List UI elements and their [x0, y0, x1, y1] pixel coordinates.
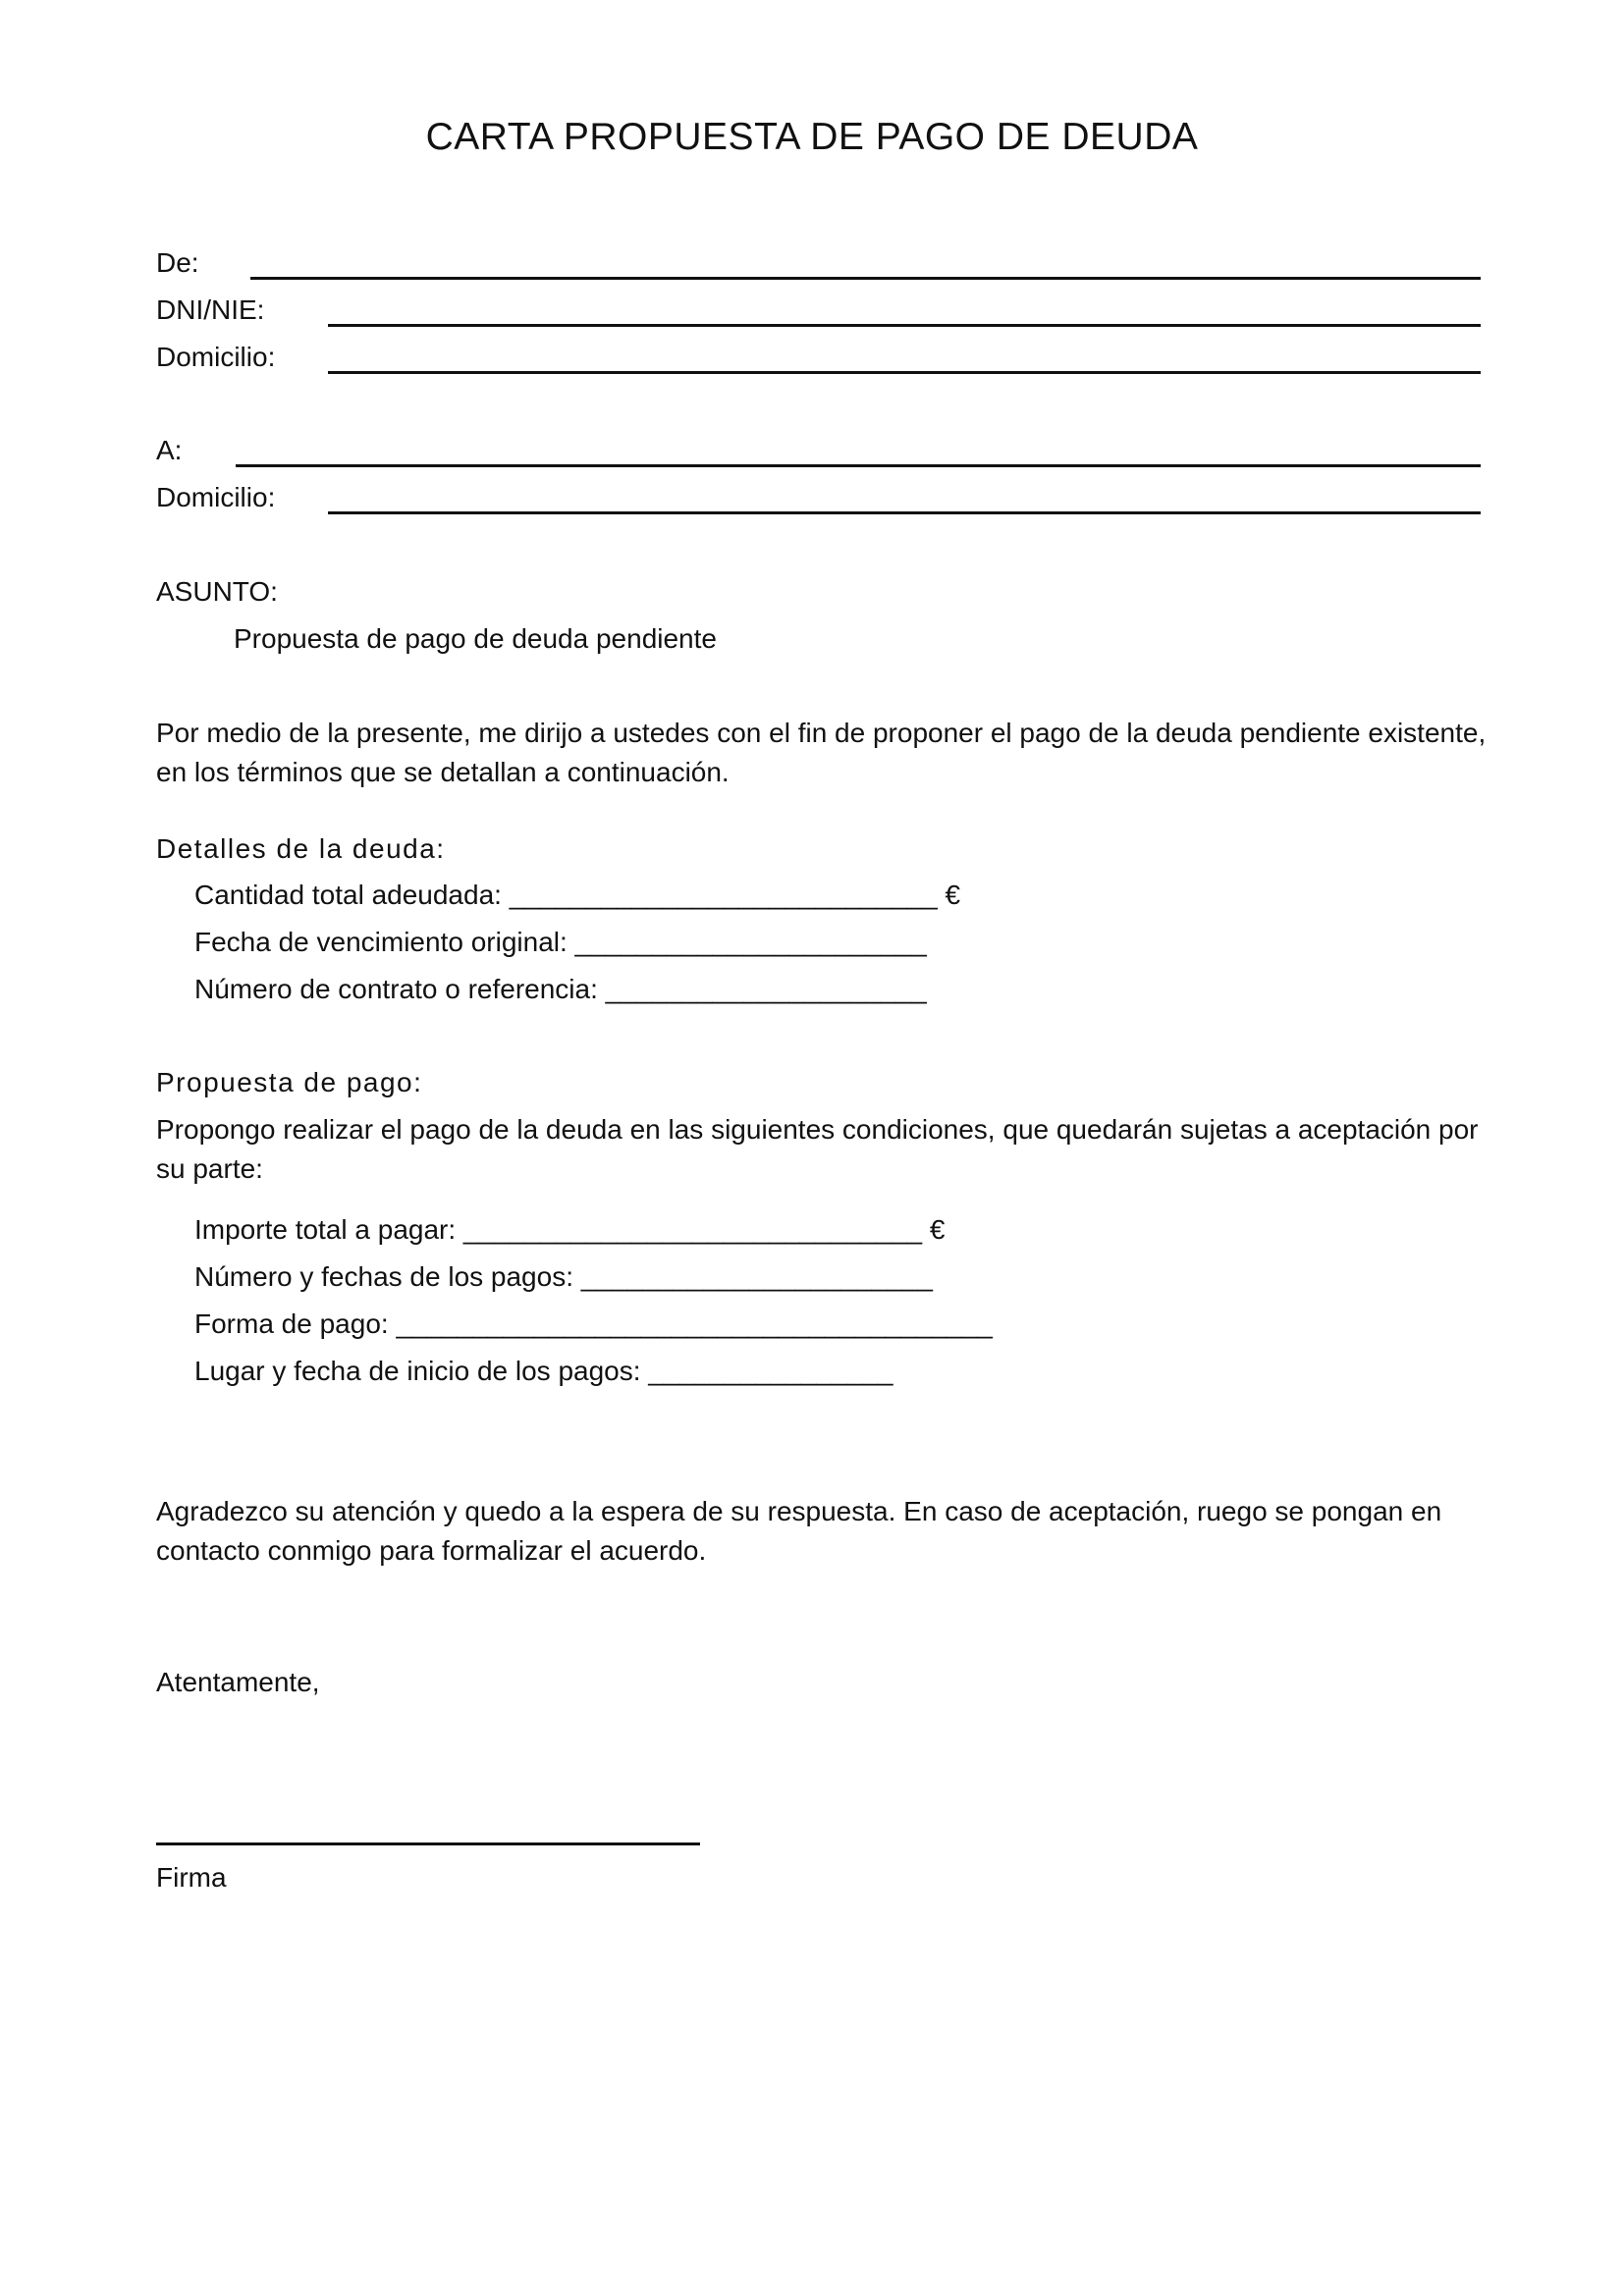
recipient-address-label: Domicilio:	[156, 482, 276, 512]
sender-address-field[interactable]	[328, 371, 1481, 374]
id-label: DNI/NIE:	[156, 294, 265, 325]
payment-number-dates-item: Número y fechas de los pagos: _______________________	[194, 1261, 933, 1292]
payment-method-item: Forma de pago: _______________________________________	[194, 1308, 993, 1339]
recipient-address-field[interactable]	[328, 511, 1481, 514]
debt-contract-reference-item: Número de contrato o referencia: _____________________	[194, 974, 927, 1004]
debt-due-date-item: Fecha de vencimiento original: _______________________	[194, 927, 927, 957]
debt-details-heading: Detalles de la deuda:	[156, 833, 446, 864]
subject-label: ASUNTO:	[156, 576, 278, 607]
subject-text: Propuesta de pago de deuda pendiente	[234, 623, 717, 654]
closing-paragraph: Agradezco su atención y quedo a la espera de su respuesta. En caso de aceptación, ruego se pongan en contacto conmigo para formalizar el acuerdo.	[156, 1496, 1442, 1566]
to-label: A:	[156, 435, 183, 465]
to-field[interactable]	[236, 464, 1481, 467]
sign-off: Atentamente,	[156, 1667, 320, 1697]
id-field[interactable]	[328, 324, 1481, 327]
from-label: De:	[156, 247, 199, 278]
intro-paragraph: Por medio de la presente, me dirijo a ustedes con el fin de proponer el pago de la deuda pendiente existente, en los términos que se detallan a continuación.	[156, 718, 1487, 787]
payment-total-item: Importe total a pagar: ______________________________ €	[194, 1214, 946, 1245]
signature-line[interactable]	[156, 1842, 700, 1845]
document-title: CARTA PROPUESTA DE PAGO DE DEUDA	[425, 116, 1199, 158]
sender-address-label: Domicilio:	[156, 342, 276, 372]
payment-proposal-heading: Propuesta de pago:	[156, 1067, 423, 1097]
from-field[interactable]	[250, 277, 1481, 280]
signature-label: Firma	[156, 1862, 227, 1893]
payment-proposal-paragraph: Propongo realizar el pago de la deuda en las siguientes condiciones, que quedarán sujetas a aceptación por su parte:	[156, 1114, 1479, 1184]
debt-total-amount-item: Cantidad total adeudada: ____________________________ €	[194, 880, 961, 910]
payment-place-start-item: Lugar y fecha de inicio de los pagos: ________________	[194, 1356, 893, 1386]
